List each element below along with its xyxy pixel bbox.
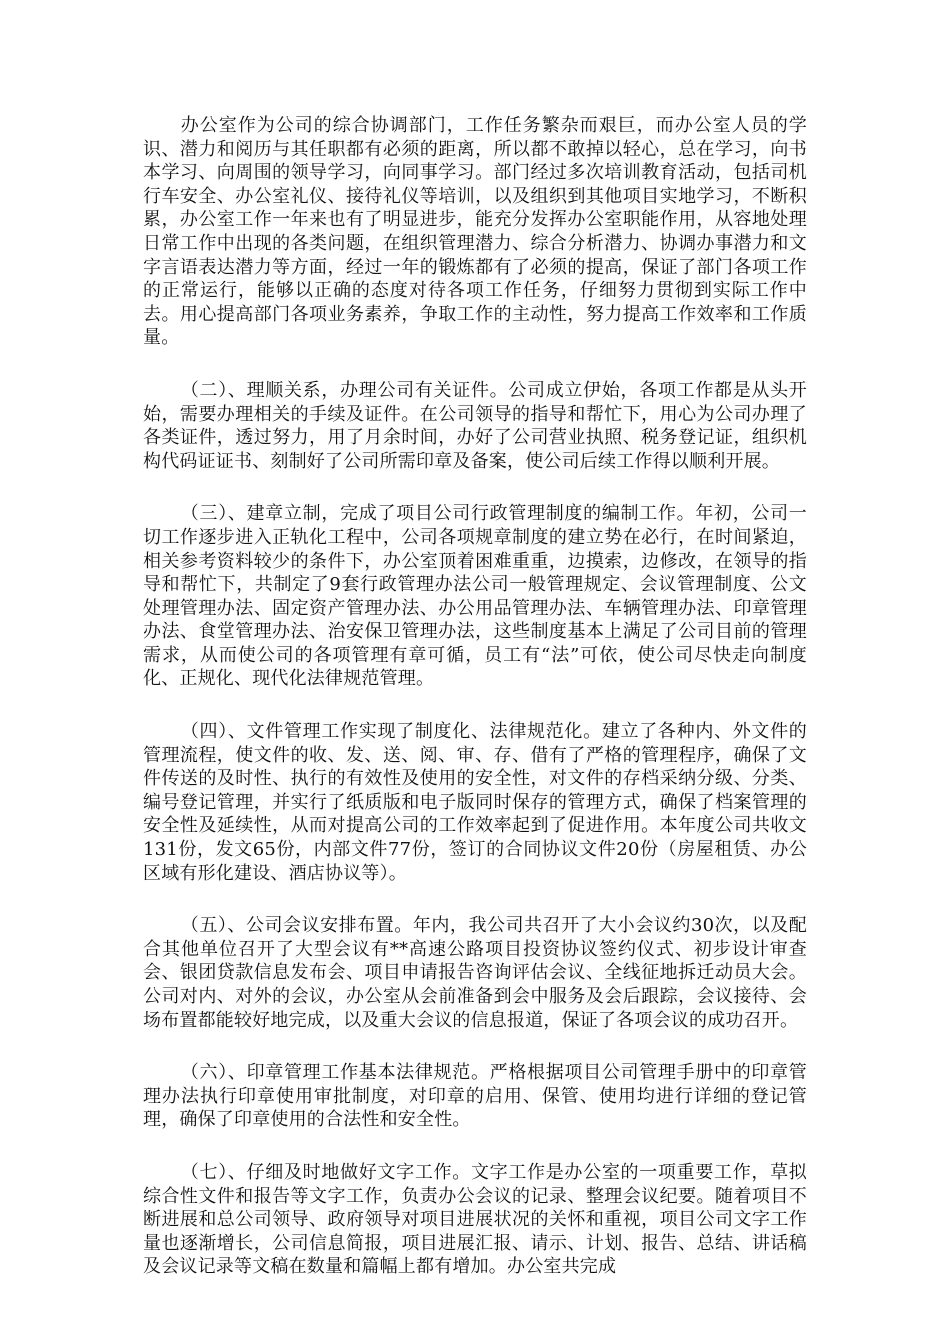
paragraph-section-3-regulations: （三）、建章立制，完成了项目公司行政管理制度的编制工作。年初，公司一切工作逐步进入正轨化工程中，公司各项规章制度的建立势在必行，在时间紧迫，相关参考资料较少的条件下，办公室顶着困难重重，边摸索，边修改，在领导的指导和帮忙下，共制定了9套行政管理办法公司一般管理规定、会议管理制度、公文处理管理办法、固定资产管理办法、办公用品管理办法、车辆管理办法、印章管理办法、食堂管理办法、治安保卫管理办法，这些制度基本上满足了公司目前的管理需求，从而使公司的各项管理有章可循，员工有“法”可依，使公司尽快走向制度化、正规化、现代化法律规范管理。 — [143, 503, 807, 690]
paragraph-section-2-certificates: （二）、理顺关系，办理公司有关证件。公司成立伊始，各项工作都是从头开始，需要办理相关的手续及证件。在公司领导的指导和帮忙下，用心为公司办理了各类证件，透过努力，用了月余时间，办好了公司营业执照、税务登记证，组织机构代码证证书、刻制好了公司所需印章及备案，使公司后续工作得以顺利开展。 — [143, 379, 807, 472]
paragraph-section-7-writing: （七）、仔细及时地做好文字工作。文字工作是办公室的一项重要工作，草拟综合性文件和报告等文字工作，负责办公会议的记录、整理会议纪要。随着项目不断进展和总公司领导、政府领导对项目进展状况的关怀和重视，项目公司文字工作量也逐渐增长，公司信息简报，项目进展汇报、请示、计划、报告、总结、讲话稿及会议记录等文稿在数量和篇幅上都有增加。办公室共完成 — [143, 1161, 807, 1278]
paragraph-office-role: 办公室作为公司的综合协调部门，工作任务繁杂而艰巨，而办公室人员的学识、潜力和阅历与其任职都有必须的距离，所以都不敢掉以轻心，总在学习，向书本学习、向周围的领导学习，向同事学习。部门经过多次培训教育活动，包括司机行车安全、办公室礼仪、接待礼仪等培训，以及组织到其他项目实地学习，不断积累，办公室工作一年来也有了明显进步，能充分发挥办公室职能作用，从容地处理日常工作中出现的各类问题，在组织管理潜力、综合分析潜力、协调办事潜力和文字言语表达潜力等方面，经过一年的锻炼都有了必须的提高，保证了部门各项工作的正常运行，能够以正确的态度对待各项工作任务，仔细努力贯彻到实际工作中去。用心提高部门各项业务素养，争取工作的主动性，努力提高工作效率和工作质量。 — [143, 115, 807, 349]
paragraph-section-6-seals: （六）、印章管理工作基本法律规范。严格根据项目公司管理手册中的印章管理办法执行印章使用审批制度，对印章的启用、保管、使用均进行详细的登记管理，确保了印章使用的合法性和安全性。 — [143, 1062, 807, 1131]
document-page — [143, 114, 807, 1308]
paragraph-section-5-meetings: （五）、公司会议安排布置。年内，我公司共召开了大小会议约30次，以及配合其他单位召开了大型会议有**高速公路项目投资协议签约仪式、初步设计审查会、银团贷款信息发布会、项目申请报告咨询评估会议、全线征地拆迁动员大会。公司对内、对外的会议，办公室从会前准备到会中服务及会后跟踪，会议接待、会场布置都能较好地完成，以及重大会议的信息报道，保证了各项会议的成功召开。 — [143, 915, 807, 1031]
paragraph-section-4-document-management: （四）、文件管理工作实现了制度化、法律规范化。建立了各种内、外文件的管理流程，使文件的收、发、送、阅、审、存、借有了严格的管理程序，确保了文件传送的及时性、执行的有效性及使用的安全性，对文件的存档采纳分级、分类、编号登记管理，并实行了纸质版和电子版同时保存的管理方式，确保了档案管理的安全性及延续性，从而对提高公司的工作效率起到了促进作用。本年度公司共收文131份，发文65份，内部文件77份，签订的合同协议文件20份（房屋租赁、办公区域有形化建设、酒店协议等）。 — [143, 721, 807, 884]
